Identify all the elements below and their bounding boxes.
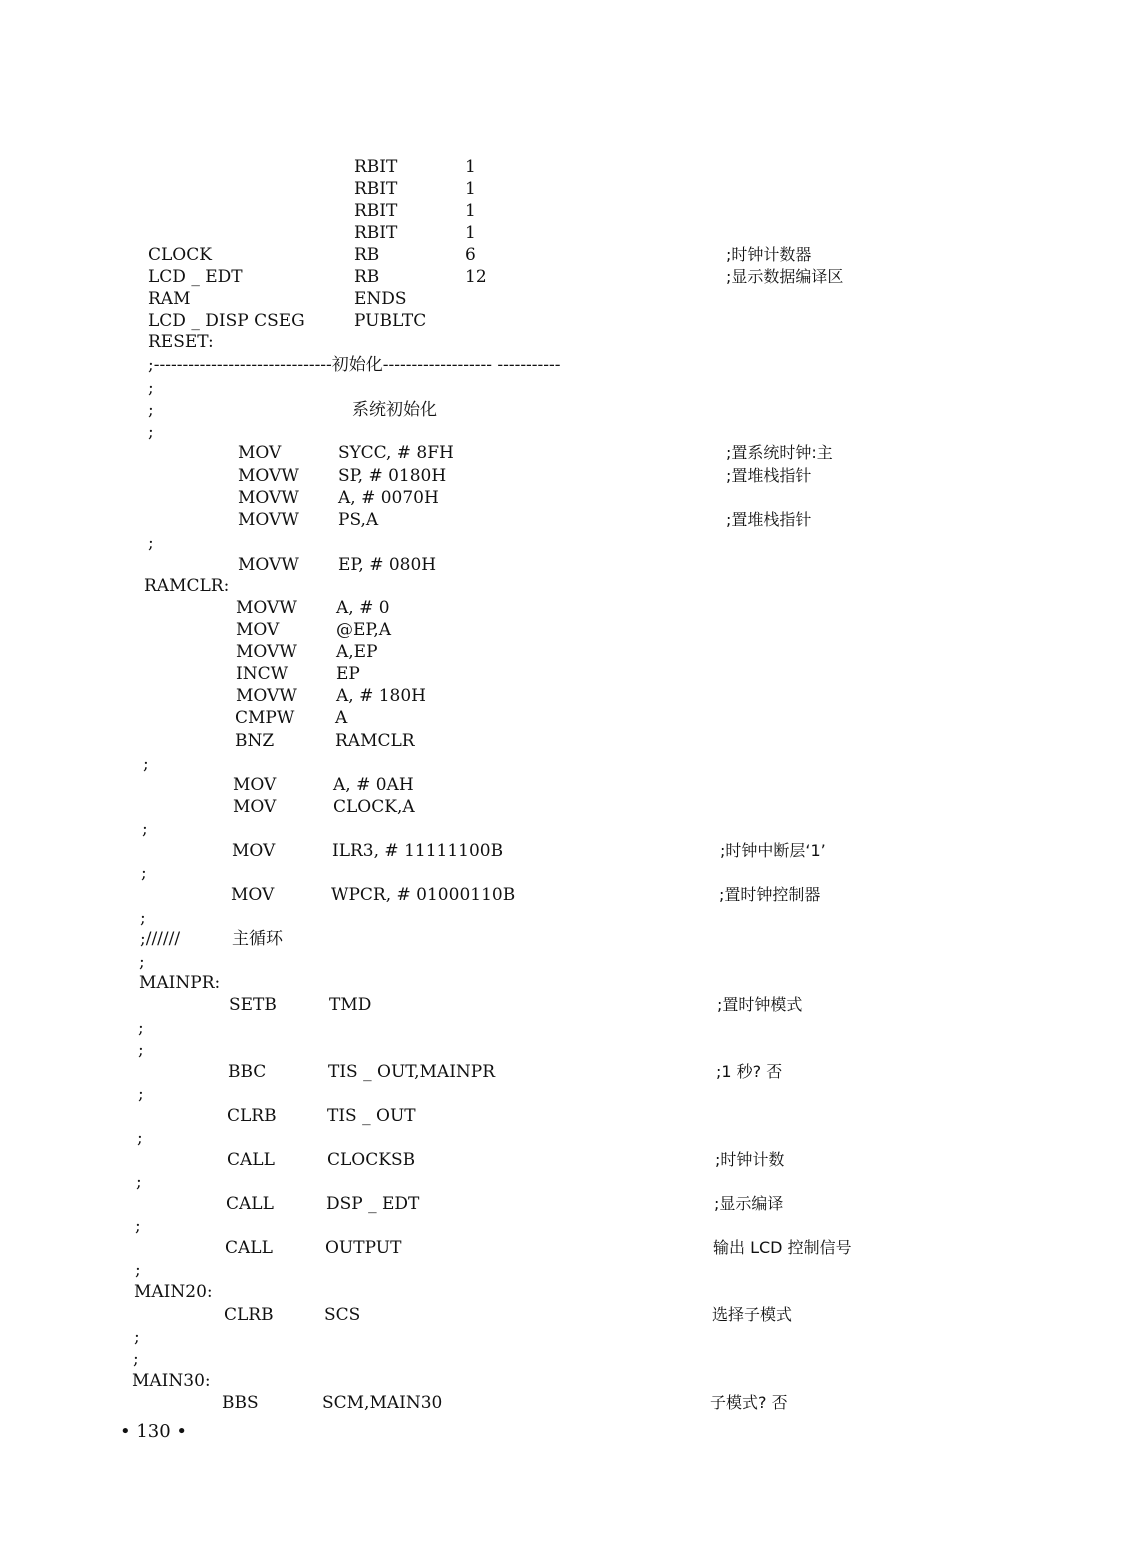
line-operand: 12 [465,267,487,287]
listing-line [0,774,1122,796]
listing-line [0,994,1122,1016]
line-opcode: MOVW [236,642,297,662]
line-operand: CLOCK,A [333,797,415,817]
line-operand: SCM,MAIN30 [322,1393,443,1413]
line-opcode: CLRB [224,1305,274,1325]
section-divider: ;-------------------------------初始化------------------- ----------- [148,355,561,375]
listing-line [0,288,1122,310]
line-label: ; [137,1128,143,1148]
line-operand: ILR3, # 11111100B [332,841,504,861]
line-operand: WPCR, # 01000110B [331,885,516,905]
listing-line [0,707,1122,729]
line-label: ; [134,1327,140,1347]
line-opcode: MOV [231,885,275,905]
line-operand: SCS [324,1305,361,1325]
line-opcode: BBC [228,1062,267,1082]
line-label: ; [133,1349,139,1369]
listing-line [0,465,1122,487]
line-operand: 1 [465,201,476,221]
page-number: • 130 • [120,1421,188,1442]
line-opcode: MOV [238,443,282,463]
line-opcode: CALL [227,1150,275,1170]
listing-line [0,840,1122,862]
listing-line [0,487,1122,509]
listing-line [0,354,1122,376]
line-label: MAINPR: [139,973,221,993]
listing-line [0,509,1122,531]
line-operand: 6 [465,245,476,265]
listing-line [0,730,1122,752]
line-label: ; [138,1018,144,1038]
listing-line [0,796,1122,818]
line-label: RAM [148,289,191,309]
listing-line [0,532,1122,554]
listing-line [0,331,1122,353]
line-opcode: BNZ [235,731,275,751]
line-opcode: MOV [236,620,280,640]
line-opcode: CLRB [227,1106,277,1126]
line-opcode: RBIT [354,223,398,243]
line-label: ; [136,1172,142,1192]
line-opcode: SETB [229,995,277,1015]
line-comment: 输出 LCD 控制信号 [713,1238,852,1257]
listing-line [0,884,1122,906]
listing-line [0,554,1122,576]
listing-line [0,1326,1122,1348]
listing-line [0,1061,1122,1083]
listing-line [0,266,1122,288]
line-opcode: RBIT [354,179,398,199]
listing-line [0,1039,1122,1061]
line-opcode: RB [354,245,380,265]
listing-line [0,222,1122,244]
line-operand: A, # 0AH [333,775,414,795]
line-label: ; [138,1084,144,1104]
listing-line [0,244,1122,266]
line-opcode: RBIT [354,201,398,221]
line-operand: TIS _ OUT,MAINPR [328,1062,496,1082]
line-label: ; [140,908,146,928]
listing-line [0,1105,1122,1127]
line-operand: 1 [465,157,476,177]
listing-line [0,1281,1122,1303]
line-operand: A, # 0070H [338,488,439,508]
line-comment: ;时钟中断层‘1’ [720,841,826,860]
line-label: RESET: [148,332,214,352]
line-label: LCD _ DISP CSEG [148,311,305,331]
line-opcode: MOVW [238,488,299,508]
listing-line [0,1017,1122,1039]
line-operand: PS,A [338,510,379,530]
line-opcode: BBS [222,1393,259,1413]
line-comment: ;置堆栈指针 [726,510,812,529]
listing-line [0,753,1122,775]
line-operand: A,EP [336,642,378,662]
line-operand: OUTPUT [325,1238,402,1258]
line-operand: EP, # 080H [338,555,437,575]
line-opcode: 系统初始化 [352,400,437,420]
listing-line [0,421,1122,443]
listing-line [0,575,1122,597]
listing-line [0,641,1122,663]
listing-line [0,156,1122,178]
line-comment: ;显示数据编译区 [726,267,844,286]
listing-line [0,972,1122,994]
line-opcode: 主循环 [232,929,283,949]
line-operand: A [335,708,348,728]
line-comment: ;置堆栈指针 [726,466,812,485]
line-opcode: MOVW [236,686,297,706]
listing-line [0,377,1122,399]
listing-line [0,1127,1122,1149]
line-comment: ;时钟计数器 [726,245,812,264]
line-operand: 1 [465,223,476,243]
line-label: ; [135,1216,141,1236]
listing-line [0,200,1122,222]
line-operand: SP, # 0180H [338,466,447,486]
line-comment: 子模式? 否 [710,1393,788,1412]
line-label: LCD _ EDT [148,267,243,287]
listing-line [0,663,1122,685]
line-label: ; [143,754,149,774]
line-label: ; [148,422,154,442]
line-operand: TIS _ OUT [327,1106,416,1126]
line-opcode: CMPW [235,708,295,728]
line-label: ; [148,400,154,420]
listing-line [0,310,1122,332]
line-opcode: ENDS [354,289,407,309]
line-label: MAIN30: [132,1371,211,1391]
line-operand: A, # 0 [336,598,390,618]
listing-line [0,1193,1122,1215]
line-label: CLOCK [148,245,212,265]
line-opcode: MOVW [238,510,299,530]
line-comment: ;置系统时钟:主 [726,443,833,462]
listing-line [0,178,1122,200]
line-operand: SYCC, # 8FH [338,443,454,463]
listing-line [0,1259,1122,1281]
line-operand: CLOCKSB [327,1150,416,1170]
line-opcode: MOV [233,775,277,795]
listing-line [0,1083,1122,1105]
line-opcode: MOV [233,797,277,817]
listing-line [0,951,1122,973]
listing-line [0,1392,1122,1414]
line-opcode: RB [354,267,380,287]
listing-line [0,442,1122,464]
listing-line [0,907,1122,929]
line-operand: 1 [465,179,476,199]
line-label: ; [142,819,148,839]
line-opcode: MOVW [238,555,299,575]
line-opcode: MOVW [238,466,299,486]
line-opcode: CALL [226,1194,274,1214]
line-opcode: MOVW [236,598,297,618]
listing-line [0,1237,1122,1259]
listing-line [0,1304,1122,1326]
line-operand: TMD [329,995,372,1015]
listing-line [0,928,1122,950]
listing-line [0,1348,1122,1370]
line-opcode: CALL [225,1238,273,1258]
line-operand: RAMCLR [335,731,415,751]
line-operand: @EP,A [336,620,392,640]
line-label: ;////// [140,929,181,949]
line-label: ; [148,533,154,553]
line-comment: ;置时钟控制器 [719,885,821,904]
listing-line [0,818,1122,840]
line-label: ; [138,1040,144,1060]
line-comment: ;时钟计数 [715,1150,785,1169]
line-comment: ;置时钟模式 [717,995,803,1014]
line-comment: ;1 秒? 否 [716,1062,783,1081]
listing-line [0,597,1122,619]
listing-line [0,1370,1122,1392]
line-opcode: PUBLTC [354,311,427,331]
line-label: RAMCLR: [144,576,230,596]
line-comment: ;显示编译 [714,1194,784,1213]
listing-line [0,1215,1122,1237]
line-label: ; [139,952,145,972]
line-label: ; [148,378,154,398]
line-opcode: RBIT [354,157,398,177]
line-operand: A, # 180H [336,686,427,706]
line-label: ; [141,863,147,883]
listing-line [0,399,1122,421]
line-opcode: MOV [232,841,276,861]
listing-line [0,1149,1122,1171]
line-operand: DSP _ EDT [326,1194,420,1214]
listing-line [0,685,1122,707]
line-label: ; [135,1260,141,1280]
listing-line [0,862,1122,884]
listing-line [0,1171,1122,1193]
listing-line [0,619,1122,641]
line-operand: EP [336,664,360,684]
line-label: MAIN20: [134,1282,213,1302]
line-comment: 选择子模式 [712,1305,793,1324]
line-opcode: INCW [236,664,289,684]
